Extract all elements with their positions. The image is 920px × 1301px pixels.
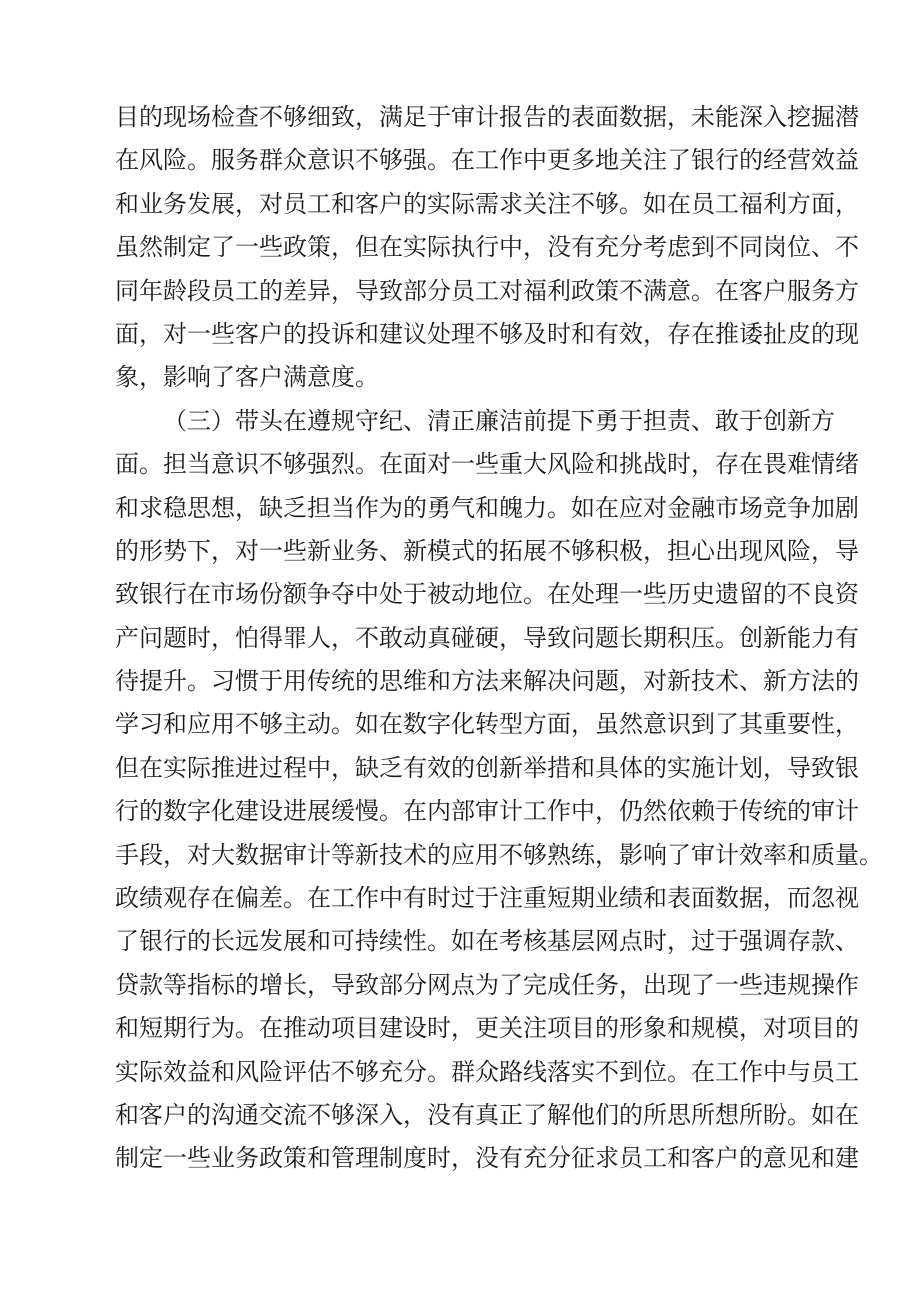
text-line: 和业务发展，对员工和客户的实际需求关注不够。如在员工福利方面， xyxy=(115,189,859,218)
text-line: 同年龄段员工的差异，导致部分员工对福利政策不满意。在客户服务方 xyxy=(115,276,859,305)
text-line: 贷款等指标的增长，导致部分网点为了完成任务，出现了一些违规操作 xyxy=(115,970,859,999)
text-line: 面，对一些客户的投诉和建议处理不够及时和有效，存在推诿扯皮的现 xyxy=(115,319,859,348)
text-line: 目的现场检查不够细致，满足于审计报告的表面数据，未能深入挖掘潜 xyxy=(115,103,859,131)
text-line: 学习和应用不够主动。如在数字化转型方面，虽然意识到了其重要性， xyxy=(115,710,859,739)
text-line: 政绩观存在偏差。在工作中有时过于注重短期业绩和表面数据，而忽视 xyxy=(115,884,859,913)
body-text xyxy=(115,96,883,1181)
text-line: 的形势下，对一些新业务、新模式的拓展不够积极，担心出现风险，导 xyxy=(115,536,859,565)
text-line: 手段，对大数据审计等新技术的应用不够熟练，影响了审计效率和质量。 xyxy=(115,840,883,869)
text-line: 和求稳思想，缺乏担当作为的勇气和魄力。如在应对金融市场竞争加剧 xyxy=(115,493,859,522)
text-line: 面。担当意识不够强烈。在面对一些重大风险和挑战时，存在畏难情绪 xyxy=(115,450,859,479)
text-line: 虽然制定了一些政策，但在实际执行中，没有充分考虑到不同岗位、不 xyxy=(115,233,859,262)
text-line: 在风险。服务群众意识不够强。在工作中更多地关注了银行的经营效益 xyxy=(115,146,859,175)
text-line: 但在实际推进过程中，缺乏有效的创新举措和具体的实施计划，导致银 xyxy=(115,753,859,782)
text-line: 制定一些业务政策和管理制度时，没有充分征求员工和客户的意见和建 xyxy=(115,1144,859,1173)
text-line: 致银行在市场份额争夺中处于被动地位。在处理一些历史遗留的不良资 xyxy=(115,580,859,609)
text-line: 和短期行为。在推动项目建设时，更关注项目的形象和规模，对项目的 xyxy=(115,1014,859,1043)
text-line: 行的数字化建设进展缓慢。在内部审计工作中，仍然依赖于传统的审计 xyxy=(115,797,859,826)
text-line: 了银行的长远发展和可持续性。如在考核基层网点时，过于强调存款、 xyxy=(115,927,859,956)
text-line: 实际效益和风险评估不够充分。群众路线落实不到位。在工作中与员工 xyxy=(115,1057,859,1086)
text-line: 象，影响了客户满意度。 xyxy=(115,363,379,392)
text-line: 和客户的沟通交流不够深入，没有真正了解他们的所思所想所盼。如在 xyxy=(115,1100,859,1129)
text-line: 产问题时，怕得罪人，不敢动真碰硬，导致问题长期积压。创新能力有 xyxy=(115,623,859,652)
section-heading-line: （三）带头在遵规守纪、清正廉洁前提下勇于担责、敢于创新方 xyxy=(163,406,835,435)
text-line: 待提升。习惯于用传统的思维和方法来解决问题，对新技术、新方法的 xyxy=(115,667,859,696)
